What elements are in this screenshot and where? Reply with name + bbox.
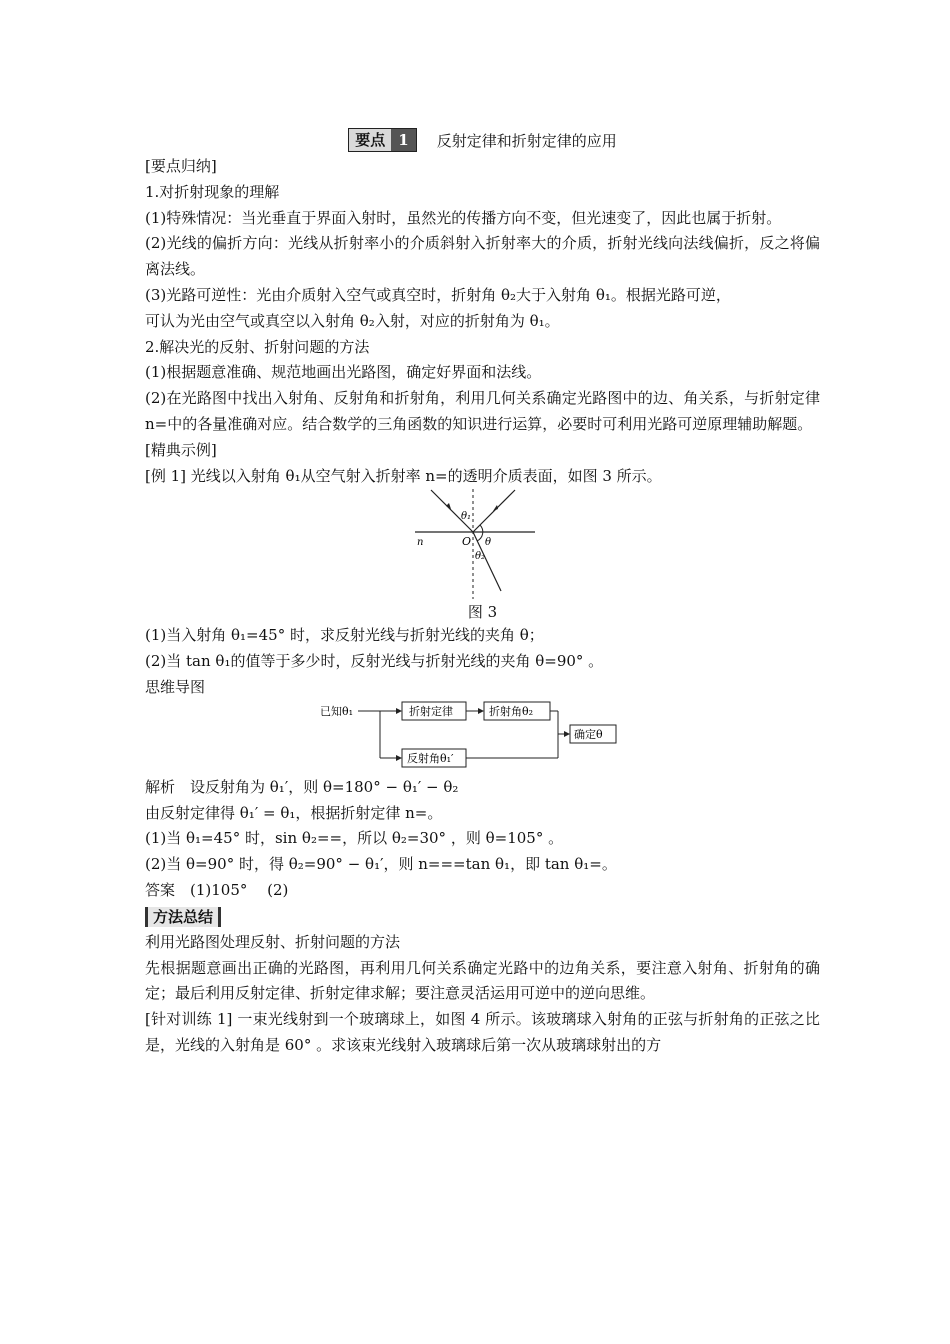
box-determine-theta-label: 确定θ [573,727,603,741]
example1-text: [例 1] 光线以入射角 θ₁从空气射入折射率 n=的透明介质表面，如图 3 所示。 [145,466,662,485]
answer-line: 答案 (1)105° (2) [145,880,289,899]
method-paragraph: 先根据题意画出正确的光路图，再利用几何关系确定光路中的边角关系，要注意入射角、折射角的确定；最后利用反射定律、折射定律求解；要注意灵活运用可逆中的逆向思维。 [145,958,820,1003]
item2-title: 2.解决光的反射、折射问题的方法 [145,337,370,356]
box-refraction-law-label: 折射定律 [408,704,453,718]
label-theta2: θ₂ [474,551,485,563]
label-theta1: θ₁ [460,511,471,523]
item2-para1: (1)根据题意准确、规范地画出光路图，确定好界面和法线。 [145,363,542,382]
item1-para2: (2)光线的偏折方向：光线从折射率小的介质斜射入折射率大的介质，折射光线向法线偏折，反之将偏离法线。 [145,234,820,279]
question-2: (2)当 tan θ₁的值等于多少时，反射光线与折射光线的夹角 θ=90° 。 [145,652,604,671]
reflected-ray [473,490,515,532]
refraction-diagram [403,489,543,599]
arrow-head-3 [478,708,484,714]
summary-label: [要点归纳] [145,157,217,175]
mindmap-start: 已知θ₁ [319,704,353,718]
box-reflection-angle-label: 反射角θ₁′ [406,751,454,765]
training-paragraph: [针对训练 1] 一束光线射到一个玻璃球上，如图 4 所示。该玻璃球入射角的正弦与折射角的正弦之比是，光线的入射角是 60° 。求该束光线射入玻璃球后第一次从玻璃球射出的方 [145,1010,820,1054]
solution-line-1: 解析 设反射角为 θ₁′，则 θ=180° − θ₁′ − θ₂ [145,777,459,796]
arrow-head-4 [564,731,570,737]
mindmap-figure [145,701,820,775]
item1-para3b: 可认为光由空气或真空以入射角 θ₂入射，对应的折射角为 θ₁。 [145,311,560,330]
solution-line-2: 由反射定律得 θ₁′ = θ₁，根据折射定律 n=。 [145,803,443,822]
section-title: 反射定律和折射定律的应用 [436,131,617,150]
item1-para1: (1)特殊情况：当光垂直于界面入射时，虽然光的传播方向不变，但光速变了，因此也属于折射。 [145,208,782,227]
key-point-label: 要点 [349,129,391,151]
key-point-tag [348,128,416,152]
question-1: (1)当入射角 θ₁=45° 时，求反射光线与折射光线的夹角 θ； [145,626,544,645]
item1-title: 1.对折射现象的理解 [145,182,280,201]
solution-line-3: (1)当 θ₁=45° 时，sin θ₂==，所以 θ₂=30° ，则 θ=105° 。 [145,829,564,848]
label-O: O [461,535,471,549]
label-theta: θ [484,537,491,549]
key-point-number: 1 [391,129,415,151]
method-subtitle: 利用光路图处理反射、折射问题的方法 [145,932,401,951]
item2-para2: (2)在光路图中找出入射角、反射角和折射角，利用几何关系确定光路图中的边、角关系，与折射定律 n=中的各量准确对应。结合数学的三角函数的知识进行运算，必要时可利用光路可逆原理辅助解题。 [145,389,820,433]
item1-para3a: (3)光路可逆性：光由介质射入空气或真空时，折射角 θ₂大于入射角 θ₁。根据光路可逆， [145,285,731,304]
mindmap-title: 思维导图 [145,677,206,696]
method-summary-label: 方法总结 [145,907,221,927]
figure-3-caption: 图 3 [467,603,498,622]
figure-3 [145,489,820,623]
arrow-head-1 [396,708,402,714]
section-heading [145,128,820,152]
label-n: n [416,537,423,549]
mindmap-diagram [318,701,618,771]
arrow-head-2 [396,755,402,761]
document-page [145,128,820,1059]
solution-line-4: (2)当 θ=90° 时，得 θ₂=90° − θ₁′，则 n===tan θ₁，即 tan θ₁=。 [145,855,617,874]
box-refraction-angle-label: 折射角θ₂ [488,704,533,718]
example-label: [精典示例] [145,440,217,459]
